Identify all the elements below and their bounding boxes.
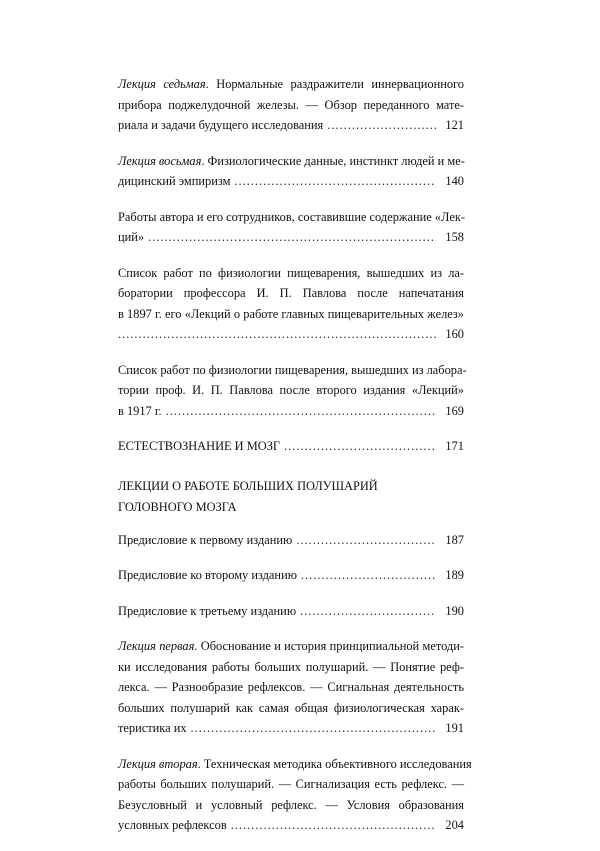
entry-text: ций» bbox=[118, 230, 145, 244]
toc-line: Список работ по физиологии пищеварения, вышедших из ла- bbox=[118, 265, 464, 280]
dot-leader bbox=[148, 227, 436, 248]
entry-text: условных рефлексов bbox=[118, 818, 227, 832]
toc-line bbox=[118, 601, 464, 622]
dot-leader bbox=[231, 815, 436, 836]
table-of-contents bbox=[118, 74, 472, 851]
dot-leader bbox=[118, 324, 436, 345]
page-number: 121 bbox=[445, 118, 464, 132]
toc-line bbox=[118, 115, 464, 136]
toc-entry-works-list-1897[interactable] bbox=[118, 263, 464, 345]
page-number: 140 bbox=[445, 174, 464, 188]
dot-leader bbox=[301, 565, 436, 586]
toc-line bbox=[118, 171, 464, 192]
toc-line bbox=[118, 636, 464, 657]
toc-line: боратории профессора И. П. Павлова после напечатания bbox=[118, 286, 464, 300]
lecture-label: Лекция седьмая bbox=[118, 77, 206, 91]
toc-line bbox=[118, 227, 464, 248]
entry-text: теристика их bbox=[118, 721, 187, 735]
toc-line bbox=[118, 151, 464, 172]
dot-leader bbox=[327, 115, 436, 136]
entry-text: риала и задачи будущего исследования bbox=[118, 118, 324, 132]
toc-entry-preface-2[interactable] bbox=[118, 565, 464, 586]
dot-leader bbox=[284, 436, 436, 457]
toc-entry-works-list-1917[interactable] bbox=[118, 360, 467, 422]
page-number: 158 bbox=[445, 230, 464, 244]
dot-leader bbox=[234, 171, 436, 192]
toc-line: больших полушарий как самая общая физиологическая харак- bbox=[118, 700, 464, 715]
toc-entry-lecture-7[interactable] bbox=[118, 74, 464, 136]
toc-line bbox=[118, 815, 464, 836]
entry-text: . Нормальные раздражители иннервационного bbox=[205, 77, 464, 91]
entry-text: Предисловие ко второму изданию bbox=[118, 568, 297, 582]
toc-line bbox=[118, 436, 464, 457]
page-number: 191 bbox=[445, 721, 464, 735]
toc-entry-lecture-2[interactable] bbox=[118, 754, 472, 836]
entry-text: . Обоснование и история принципиальной методи- bbox=[194, 639, 464, 653]
toc-line bbox=[118, 304, 464, 325]
entry-text: Предисловие к первому изданию bbox=[118, 532, 293, 547]
toc-line: тории проф. И. П. Павлова после второго издания «Лекций» bbox=[118, 383, 464, 397]
page-number: 204 bbox=[445, 818, 464, 832]
page-number: 171 bbox=[445, 439, 464, 453]
dot-leader bbox=[191, 718, 436, 739]
toc-line bbox=[118, 530, 464, 551]
page-number: 187 bbox=[445, 532, 464, 547]
lecture-label: Лекция вторая bbox=[118, 756, 198, 771]
lecture-label: Лекция первая bbox=[118, 639, 195, 653]
toc-line bbox=[118, 324, 464, 345]
entry-text: . Физиологические данные, инстинкт людей и ме- bbox=[201, 153, 465, 168]
entry-text: Предисловие к третьему изданию bbox=[118, 603, 297, 618]
heading-line: ЛЕКЦИИ О РАБОТЕ БОЛЬШИХ ПОЛУШАРИЙ bbox=[118, 478, 378, 493]
toc-line: Безусловный и условный рефлекс. — Условия образования bbox=[118, 797, 464, 812]
toc-line bbox=[118, 754, 472, 775]
dot-leader bbox=[296, 530, 436, 551]
page-number: 169 bbox=[445, 403, 464, 418]
toc-line bbox=[118, 401, 464, 422]
page-number: 190 bbox=[445, 603, 464, 618]
dot-leader bbox=[300, 601, 436, 622]
toc-entry-lecture-1[interactable] bbox=[118, 636, 464, 739]
entry-text: в 1917 г. bbox=[118, 403, 162, 418]
toc-line: прибора поджелудочной железы. — Обзор переданного мате- bbox=[118, 97, 464, 112]
section-title: ЕСТЕСТВОЗНАНИЕ И МОЗГ bbox=[118, 439, 281, 453]
toc-line bbox=[118, 565, 464, 586]
toc-line bbox=[118, 718, 464, 739]
toc-line: Список работ по физиологии пищеварения, вышедших из лабора- bbox=[118, 362, 467, 377]
heading-line: ГОЛОВНОГО МОЗГА bbox=[118, 499, 237, 514]
toc-line bbox=[118, 74, 464, 95]
toc-entry-preface-1[interactable] bbox=[118, 530, 464, 551]
toc-line: Работы автора и его сотрудников, составившие содержание «Лек- bbox=[118, 209, 465, 224]
part-heading bbox=[118, 476, 464, 518]
entry-text: . Техническая методика объективного исследования bbox=[197, 756, 472, 771]
toc-entry-author-works[interactable] bbox=[118, 207, 464, 248]
toc-entry-preface-3[interactable] bbox=[118, 601, 464, 622]
entry-text: дицинский эмпиризм bbox=[118, 174, 231, 188]
toc-line: работы больших полушарий. — Сигнализация есть рефлекс. — bbox=[118, 777, 464, 791]
toc-entry-lecture-8[interactable] bbox=[118, 151, 464, 192]
toc-entry-science-and-brain[interactable] bbox=[118, 436, 464, 457]
lecture-label: Лекция восьмая bbox=[118, 153, 202, 168]
page-number: 160 bbox=[445, 327, 464, 341]
page-number: 189 bbox=[445, 568, 464, 582]
toc-line: ки исследования работы больших полушарий. — Понятие реф- bbox=[118, 659, 464, 674]
entry-text: в 1897 г. его «Лекций о работе главных пищеварительных желез» bbox=[118, 306, 464, 321]
toc-line: лекса. — Разнообразие рефлексов. — Сигнальная деятельность bbox=[118, 680, 464, 694]
dot-leader bbox=[166, 401, 436, 422]
